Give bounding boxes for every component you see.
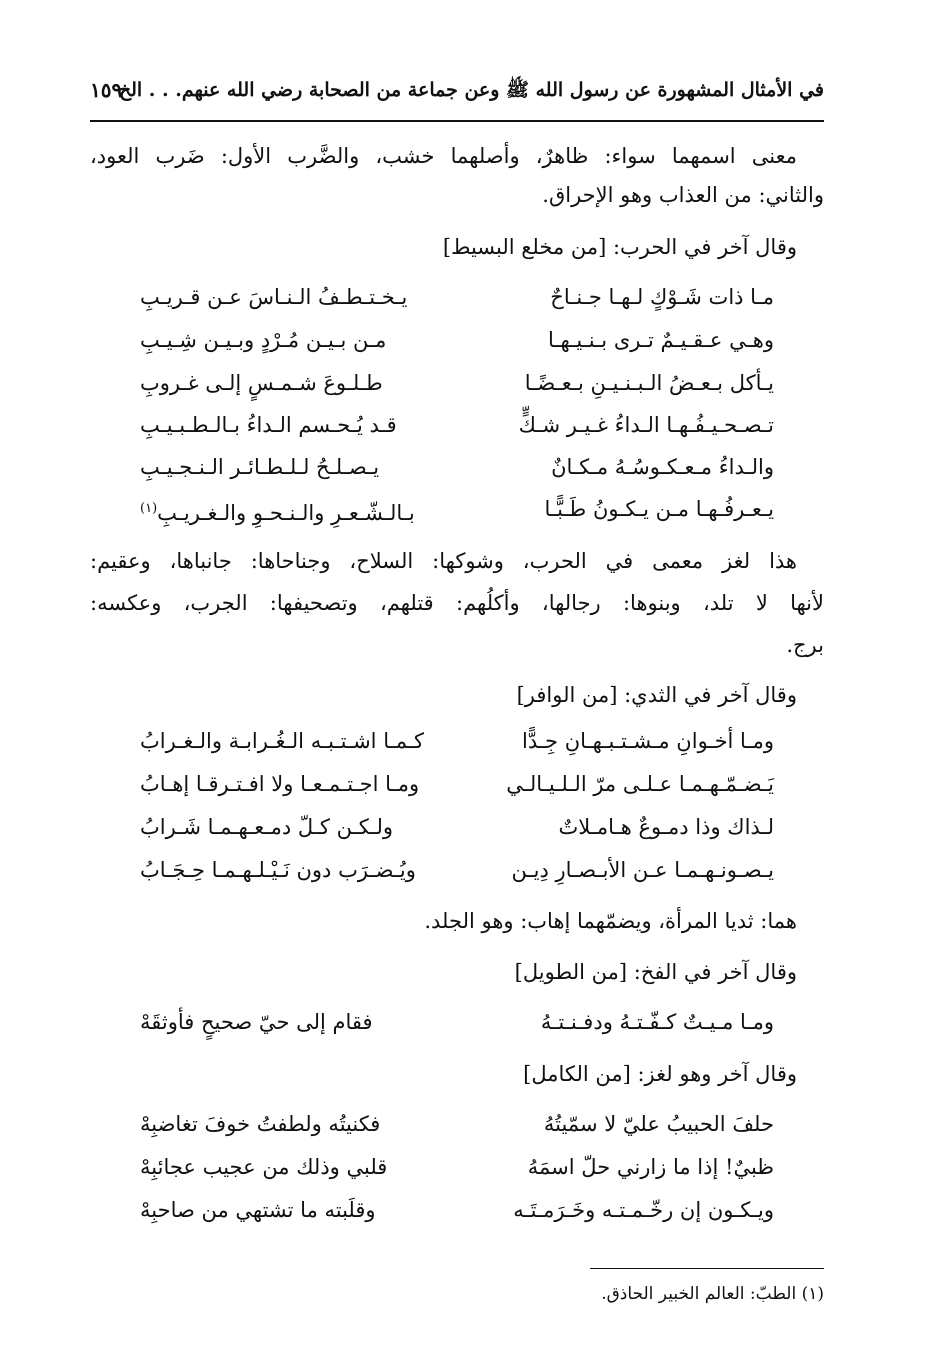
verse-line: [0, 1107, 932, 1141]
verse-line: [0, 492, 932, 526]
hemistich-first: يـصـونـهـمـا عـن الأبـصـارِ دِيـن: [511, 858, 774, 882]
running-title: في الأمثال المشهورة عن رسول الله ﷺ وعن جماعة من الصحابة رضي الله عنهم. . . الخ: [118, 79, 824, 101]
verse-line: [0, 810, 932, 844]
hemistich-second: قـد يُـحـسم الـداءُ بـالـطـبـيـبِ: [140, 413, 397, 437]
verse-line: [0, 280, 932, 314]
poem-intro: وقال آخر في الحرب: [من مخلع البسيط]: [442, 235, 797, 259]
verse-line: [0, 1193, 932, 1227]
verse-line: [0, 408, 932, 442]
hemistich-first: مـا ذات شَـوْكٍ لـهـا جـنـاحٌ: [550, 285, 774, 309]
paragraph-line: معنى اسمهما سواء: ظاهرٌ، وأصلهما خشب، والضَّرب الأول: ضَرب العود،: [90, 144, 797, 168]
paragraph-line: لأنها لا تلد، وبنوها: رجالها، وأكلُهم: قتلهم، وتصحيفها: الجرب، وعكسه:: [90, 591, 824, 615]
verse-line: [0, 853, 932, 887]
footnote: (١) الطبّ: العالم الخبير الحاذق.: [601, 1284, 824, 1304]
paragraph-line: هما: ثديا المرأة، ويضمّهما إهاب: وهو الجلد.: [424, 909, 797, 933]
footnote-marker: (١): [140, 501, 158, 516]
hemistich-first: يَـضـمّـهـمـا عـلـى مرّ الـلـيـالـي: [506, 772, 774, 796]
hemistich-text: بـالـشّـعـرِ والـنـحـوِ والـغـريـبِ: [157, 501, 415, 525]
hemistich-first: والـداءُ مـعـكـوسُـهُ مـكـانٌ: [551, 455, 774, 479]
header-rule: [90, 120, 824, 122]
hemistich-second: يـخـتـطـفُ الـنـاسَ عـن قـريـبِ: [140, 285, 408, 309]
verse-line: [0, 366, 932, 400]
verse-line: [0, 1150, 932, 1184]
verse-line: [0, 724, 932, 758]
poem-intro: وقال آخر في الثدي: [من الوافر]: [516, 683, 797, 707]
verse-line: [0, 1005, 932, 1039]
hemistich-second: كـمـا اشـتـبـه الـغُـرابـة والـغـرابُ: [140, 729, 425, 753]
hemistich-second: وقلَبته ما تشتهي من صاحبِهْ: [140, 1198, 376, 1222]
paragraph-line: والثاني: من العذاب وهو الإحراق.: [542, 183, 824, 207]
hemistich-first: تـصـحـيـفُـهـا الـداءُ غـيـر شـكٍّ: [518, 413, 774, 437]
hemistich-first: لـذاك وذا دمـوعٌ هـامـلاتٌ: [558, 815, 774, 839]
paragraph-line: هذا لغز معمى في الحرب، وشوكها: السلاح، وجناحاها: جانباها، وعقيم:: [90, 549, 798, 573]
hemistich-first: ظبيٌ! إذا ما زارني حلّ اسمَهُ: [527, 1155, 774, 1179]
hemistich-second: مـن بـيـن مُـرْدٍ وبـيـن شِـيـبِ: [140, 328, 387, 352]
hemistich-second: ولـكـن كـلّ دمـعـهـمـا شَـرابُ: [140, 815, 394, 839]
hemistich-second: يـصـلـحُ لـلـطـائـر الـنـجـيـبِ: [140, 455, 380, 479]
poem-intro: وقال آخر وهو لغز: [من الكامل]: [523, 1062, 797, 1086]
hemistich-first: ومـا أخـوانِ مـشـتـبـهـانِ جِـدًّا: [522, 729, 774, 753]
hemistich-first: وهـي عـقـيـمٌ تـرى بـنـيـهـا: [547, 328, 774, 352]
verse-line: [0, 450, 932, 484]
hemistich-second: طـلـوعَ شـمـسٍ إلـى غـروبِ: [140, 371, 383, 395]
hemistich-second: ويُـضـرَب دون نَـيْـلـهـمـا حِـجَـابُ: [140, 858, 416, 882]
verse-line: [0, 323, 932, 357]
hemistich-second: فكنيتُه ولطفتُ خوفَ تغاضبِهْ: [140, 1112, 381, 1136]
page-number: ١٥٩: [90, 78, 123, 102]
footnote-rule: [590, 1268, 824, 1269]
poem-intro: وقال آخر في الفخ: [من الطويل]: [514, 960, 797, 984]
hemistich-first: يـأكل بـعـضُ الـبـنـيـنِ بـعـضًـا: [524, 371, 774, 395]
hemistich-first: يـعـرفُـهـا مـن يـكـونُ طَـبًّـا: [544, 497, 774, 521]
verse-line: [0, 767, 932, 801]
hemistich-second: قلبي وذلك من عجيب عجائبِهْ: [140, 1155, 388, 1179]
hemistich-second: [140, 492, 460, 530]
hemistich-first: ومـا مـيـتٌ كـفّـتـهُ ودفـنـتـهُ: [540, 1010, 774, 1034]
hemistich-second: ومـا اجـتـمـعـا ولا افـتـرقـا إهـابُ: [140, 772, 420, 796]
hemistich-first: حلفَ الحبيبُ عليّ لا سمّيتُهُ: [543, 1112, 774, 1136]
paragraph-line: برج.: [786, 633, 824, 657]
hemistich-first: ويـكـون إن رخّـمـتـه وخَـرَمـتَـه: [513, 1198, 774, 1222]
hemistich-second: فقام إلى حيّ صحيحٍ فأوثقَهْ: [140, 1010, 373, 1034]
